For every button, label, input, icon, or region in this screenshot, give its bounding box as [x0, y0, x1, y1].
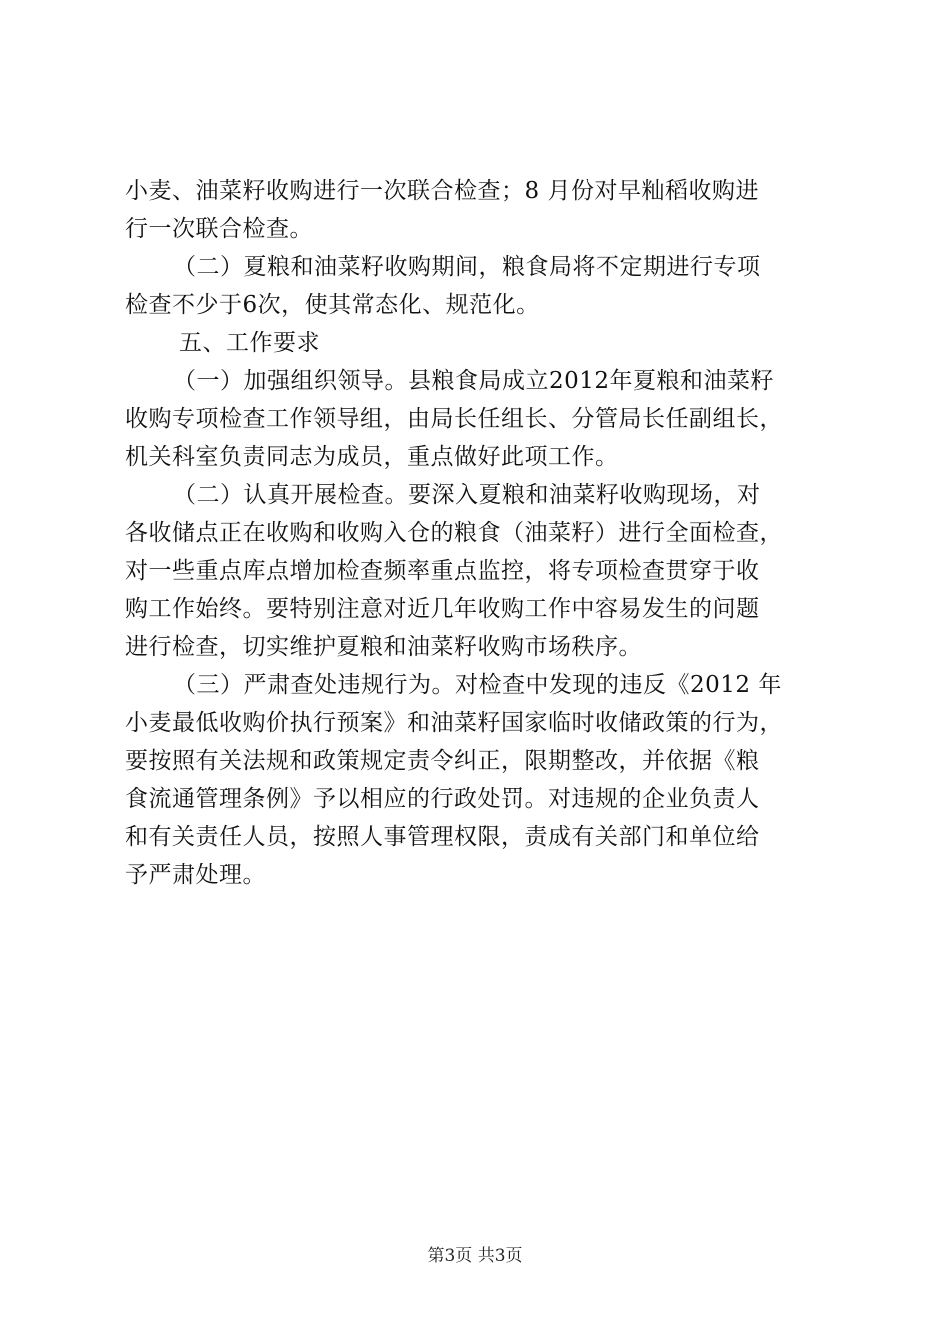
text-line: 进行检查，切实维护夏粮和油菜籽收购市场秩序。	[125, 634, 642, 660]
section-heading: 五、工作要求	[179, 330, 320, 356]
text-line: 对一些重点库点增加检查频率重点监控，将专项检查贯穿于收	[125, 558, 760, 584]
text-line: 行一次联合检查。	[125, 216, 313, 242]
text-line: 食流通管理条例》予以相应的行政处罚。对违规的企业负责人	[125, 786, 760, 812]
text-line: （二）夏粮和油菜籽收购期间，粮食局将不定期进行专项	[173, 254, 761, 280]
document-body	[125, 172, 837, 894]
page-number-footer: 第3页 共3页	[427, 1246, 523, 1266]
text-line: 小麦最低收购价执行预案》和油菜籽国家临时收储政策的行为，	[125, 710, 783, 736]
text-line: （一）加强组织领导。县粮食局成立2012年夏粮和油菜籽	[173, 368, 775, 394]
text-line: 要按照有关法规和政策规定责令纠正，限期整改，并依据《粮	[125, 748, 760, 774]
text-line: 收购专项检查工作领导组，由局长任组长、分管局长任副组长，	[125, 406, 783, 432]
text-line: 予严肃处理。	[125, 862, 266, 888]
text-line: （三）严肃查处违规行为。对检查中发现的违反《2012 年	[173, 672, 782, 698]
text-line: 小麦、油菜籽收购进行一次联合检查；8 月份对早籼稻收购进	[125, 178, 759, 204]
text-line: 检查不少于6次，使其常态化、规范化。	[125, 292, 540, 318]
text-line: 各收储点正在收购和收购入仓的粮食（油菜籽）进行全面检查，	[125, 520, 783, 546]
text-line: 和有关责任人员，按照人事管理权限，责成有关部门和单位给	[125, 824, 760, 850]
text-line: 购工作始终。要特别注意对近几年收购工作中容易发生的问题	[125, 596, 760, 622]
text-line: 机关科室负责同志为成员，重点做好此项工作。	[125, 444, 619, 470]
text-line: （二）认真开展检查。要深入夏粮和油菜籽收购现场，对	[173, 482, 761, 508]
